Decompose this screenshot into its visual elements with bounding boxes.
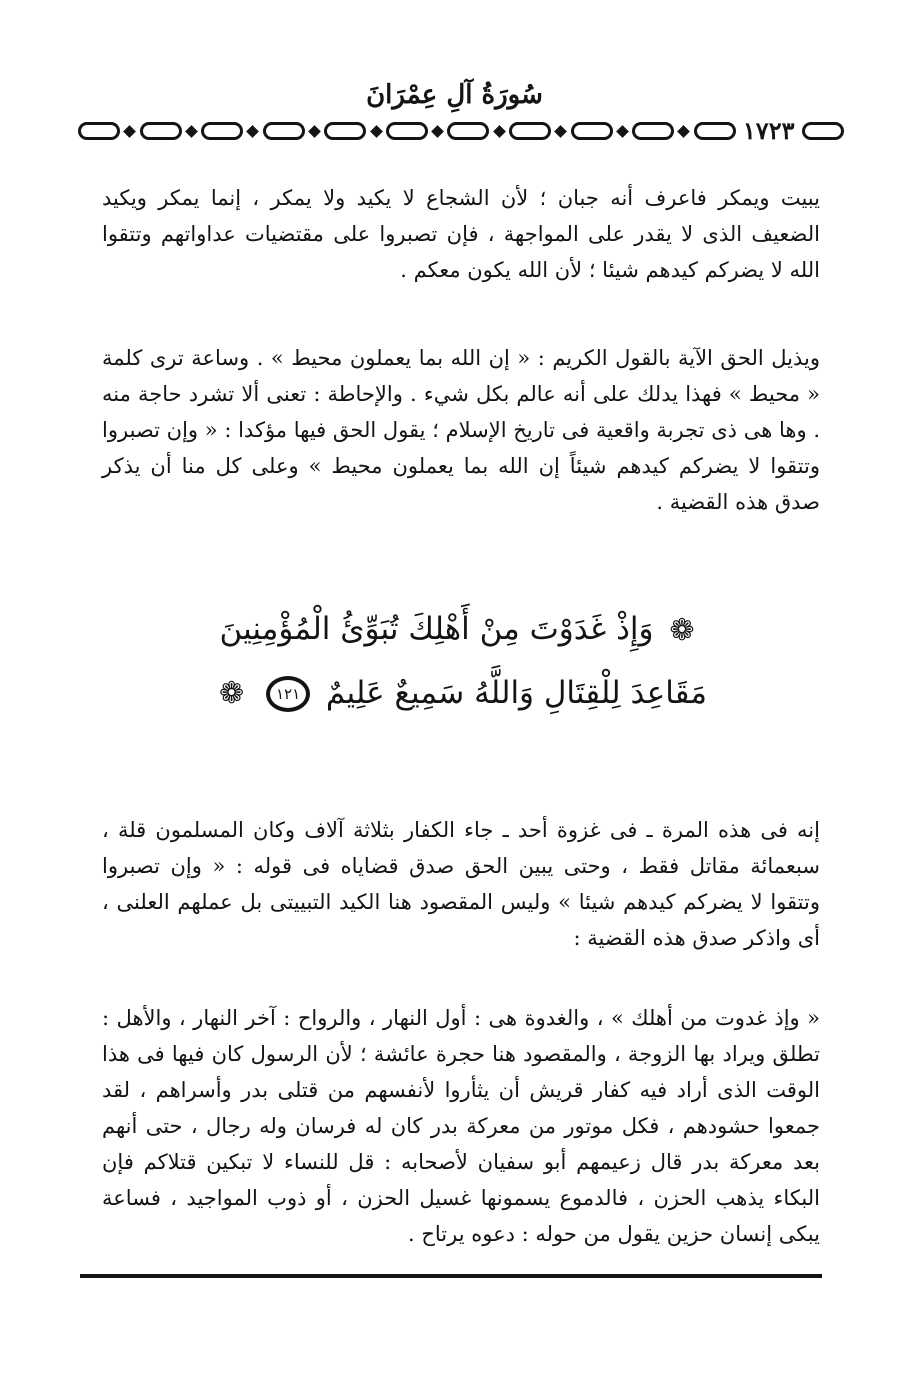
diamond-ornament-icon bbox=[431, 125, 444, 138]
diamond-ornament-icon bbox=[308, 125, 321, 138]
verse-line-1-text: وَإِذْ غَدَوْتَ مِنْ أَهْلِكَ تُبَوِّئُ الْمُؤْمِنِينَ bbox=[219, 611, 654, 647]
oval-ornament-icon bbox=[324, 122, 366, 140]
paragraph-1: يبيت ويمكر فاعرف أنه جبان ؛ لأن الشجاع لا يكيد ولا يمكر ، إنما يمكر ويكيد الضعيف الذى لا يقدر على المواجهة ، فإن تصبروا على مقتضيات عداواتهم وتتقوا الله لا يضركم كيدهم شيئا ؛ لأن الله يكون معكم . bbox=[102, 186, 820, 282]
quran-verse-block bbox=[150, 598, 770, 725]
verse-end-ornament-icon: ❁ bbox=[219, 676, 245, 711]
verse-line-1 bbox=[150, 598, 770, 662]
ayah-number-badge: ١٢١ bbox=[266, 676, 310, 712]
verse-start-ornament-icon: ❁ bbox=[669, 612, 695, 648]
diamond-ornament-icon bbox=[677, 125, 690, 138]
footer-rule bbox=[80, 1274, 822, 1278]
oval-ornament-icon bbox=[201, 122, 243, 140]
oval-ornament-icon bbox=[263, 122, 305, 140]
oval-ornament-icon bbox=[632, 122, 674, 140]
diamond-ornament-icon bbox=[616, 125, 629, 138]
paragraph-2: ويذيل الحق الآية بالقول الكريم : « إن الله بما يعملون محيط » . وساعة ترى كلمة « محيط » فهذا يدلك على أنه عالم بكل شيء . والإحاطة : تعنى ألا تشرد حاجة منه . وها هى ذى تجربة واقعية فى تاريخ الإسلام ؛ يقول الحق فيها مؤكدا : « وإن تصبروا وتتقوا لا يضركم كيدهم شيئاً إن الله بما يعملون محيط » وعلى كل منا أن يذكر صدق هذه القضية . bbox=[102, 346, 820, 514]
oval-ornament-icon bbox=[140, 122, 182, 140]
diamond-ornament-icon bbox=[185, 125, 198, 138]
oval-ornament-icon bbox=[571, 122, 613, 140]
diamond-ornament-icon bbox=[554, 125, 567, 138]
header-ornament-border bbox=[78, 118, 844, 144]
diamond-ornament-icon bbox=[247, 125, 260, 138]
diamond-ornament-icon bbox=[370, 125, 383, 138]
paragraph-4: « وإذ غدوت من أهلك » ، والغدوة هى : أول النهار ، والرواح : آخر النهار ، والأهل : تطلق ويراد بها الزوجة ، والمقصود هنا حجرة عائشة ؛ لأن الرسول كان فيها فى هذا الوقت الذى أراد فيه كفار قريش أن يثأروا لأنفسهم من قتلى بدر وأسراهم ، لقد جمعوا حشودهم ، فكل موتور من معركة بدر كان له فرسان وله رجال ، حتى أنهم بعد معركة بدر قال زعيمهم أبو سفيان لأصحابه : قل للنساء لا تبكين قتلاكم فإن البكاء يذهب الحزن ، فالدموع يسمونها غسيل الحزن ، أو ذوب المواجيد ، فساعة يبكى إنسان حزين يقول من حوله : دعوه يرتاح . bbox=[102, 1006, 820, 1246]
oval-ornament-icon bbox=[509, 122, 551, 140]
oval-ornament-icon bbox=[447, 122, 489, 140]
oval-ornament-icon bbox=[78, 122, 120, 140]
diamond-ornament-icon bbox=[493, 125, 506, 138]
paragraph-3: إنه فى هذه المرة ـ فى غزوة أحد ـ جاء الكفار بثلاثة آلاف وكان المسلمون قلة ، سبعمائة مقاتل فقط ، وحتى يبين الحق صدق قضاياه فى قوله : « وإن تصبروا وتتقوا لا يضركم كيدهم شيئا » وليس المقصود هنا الكيد التبييتى بل عملهم العلنى ، أى واذكر صدق هذه القضية : bbox=[102, 818, 820, 950]
verse-line-2-text: مَقَاعِدَ لِلْقِتَالِ وَاللَّهُ سَمِيعٌ عَلِيمٌ bbox=[325, 674, 707, 711]
verse-line-2 bbox=[150, 662, 770, 726]
oval-ornament-icon bbox=[802, 122, 844, 140]
oval-ornament-icon bbox=[386, 122, 428, 140]
oval-ornament-icon bbox=[694, 122, 736, 140]
page-number: ١٧٢٣ bbox=[742, 116, 795, 145]
surah-title: سُورَةُ آلِ عِمْرَانَ bbox=[366, 80, 543, 110]
diamond-ornament-icon bbox=[123, 125, 136, 138]
